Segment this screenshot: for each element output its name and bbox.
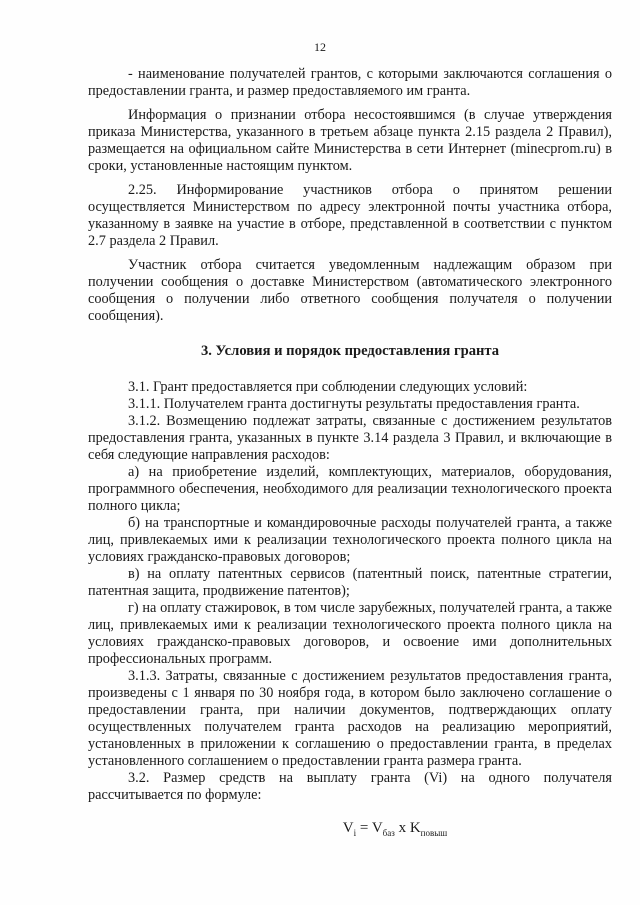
paragraph: 3.1.2. Возмещению подлежат затраты, связанные с достижением результатов предоставления гранта, указанных в пункте 3.14 раздела 3 Правил, и включающие в себя следующие направления расходов:	[88, 413, 612, 463]
paragraph: Информация о признании отбора несостоявшимся (в случае утверждения приказа Министерства, указанного в третьем абзаце пункта 2.15 раздела 2 Правил), размещается на официальном сайте Министерства в сети Интернет (minecprom.ru) в сроки, установленные настоящим пунктом.	[88, 107, 612, 174]
list-item: г) на оплату стажировок, в том числе зарубежных, получателей гранта, а также лиц, привлекаемых ими к реализации технологического проекта полного цикла на условиях гражданско-правовых договоров, и освоение ими дополнительных профессиональных программ.	[88, 600, 612, 667]
list-item: в) на оплату патентных сервисов (патентный поиск, патентные стратегии, патентная защита, продвижение патентов);	[88, 566, 612, 599]
formula-lhs-sub: i	[353, 828, 357, 838]
paragraph: 3.1. Грант предоставляется при соблюдении следующих условий:	[128, 379, 528, 395]
paragraph: 3.1.1. Получателем гранта достигнуты результаты предоставления гранта.	[128, 396, 580, 412]
list-item: б) на транспортные и командировочные расходы получателей гранта, а также лиц, привлекаемых ими к реализации технологического проекта полного цикла на условиях гражданско-правовых договоров;	[88, 515, 612, 565]
grant-formula	[88, 820, 612, 842]
paragraph: 2.25. Информирование участников отбора о принятом решении осуществляется Министерством по адресу электронной почты участника отбора, указанному в заявке на участие в отборе, представленной в соответствии с пунктом 2.7 раздела 2 Правил.	[88, 182, 612, 249]
formula-times: x K	[394, 820, 421, 836]
document-body	[88, 66, 612, 842]
paragraph: - наименование получателей грантов, с которыми заключаются соглашения о предоставлении гранта, и размер предоставляемого им гранта.	[88, 66, 612, 99]
formula-eq: = V	[356, 820, 383, 836]
formula-lhs: V	[342, 820, 354, 836]
paragraph: Участник отбора считается уведомленным надлежащим образом при получении сообщения о доставке Министерством (автоматического электронного сообщения о получении либо ответного сообщения получателя о получении сообщения).	[88, 257, 612, 324]
page-number: 12	[314, 40, 326, 54]
paragraph: 3.1.3. Затраты, связанные с достижением результатов предоставления гранта, произведены с 1 января по 30 ноября года, в котором было заключено соглашение о предоставлении гранта, при наличии документов, подтверждающих оплату осуществленных получателем гранта расходов на реализацию мероприятий, установленных в приложении к соглашению о предоставлении гранта, в пределах установленного соглашением о предоставлении гранта размера гранта.	[88, 668, 612, 769]
formula-base-sub: баз	[382, 828, 395, 838]
list-item: а) на приобретение изделий, комплектующих, материалов, оборудования, программного обеспечения, необходимого для реализации технологического проекта полного цикла;	[88, 464, 612, 514]
paragraph: 3.2. Размер средств на выплату гранта (Vi) на одного получателя рассчитывается по формуле:	[88, 770, 612, 803]
formula-coef-sub: повыш	[420, 828, 448, 838]
section-heading: 3. Условия и порядок предоставления гранта	[200, 343, 500, 359]
